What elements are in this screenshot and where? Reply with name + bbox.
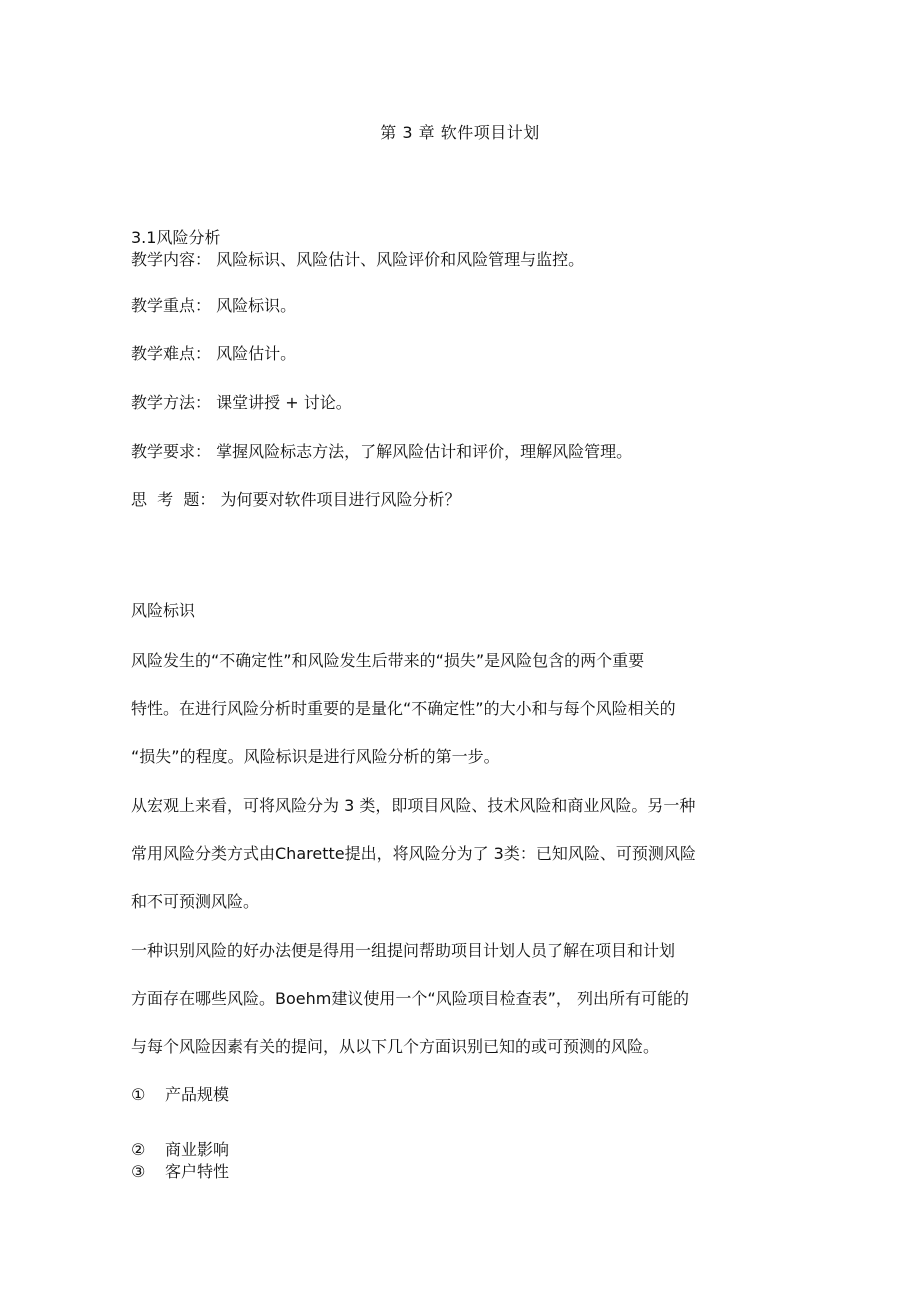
list-text: 客户特性 [165,1162,230,1181]
body-line: 从宏观上来看，可将风险分为 3 类，即项目风险、技术风险和商业风险。另一种 [131,796,696,815]
meta-label: 教学内容： [131,250,212,269]
meta-label: 教学重点： [131,296,212,315]
list-item [131,1162,229,1182]
body-line: 方面存在哪些风险。Boehm建议使用一个“风险项目检查表”， 列出所有可能的 [131,989,690,1008]
list-item [131,1140,229,1160]
body-line: 风险发生的“不确定性”和风险发生后带来的“损失”是风险包含的两个重要 [131,651,645,670]
body-line: 与每个风险因素有关的提问，从以下几个方面识别已知的或可预测的风险。 [131,1037,660,1056]
meta-value: 掌握风险标志方法，了解风险估计和评价，理解风险管理。 [216,442,633,461]
meta-row-method [131,393,352,413]
meta-label: 思 考 题： [131,490,216,509]
meta-label: 教学要求： [131,442,212,461]
chapter-title: 第 3 章 软件项目计划 [380,123,540,142]
meta-row-focus [131,296,296,316]
list-marker: ② [131,1140,146,1159]
meta-row-requirement [131,442,632,462]
meta-row-content [131,250,584,270]
meta-row-question [131,490,460,510]
meta-row-difficulty [131,344,296,364]
body-line: “损失”的程度。风险标识是进行风险分析的第一步。 [131,747,500,766]
meta-label: 教学方法： [131,393,212,412]
meta-value: 为何要对软件项目进行风险分析？ [220,490,461,509]
list-text: 产品规模 [165,1085,230,1104]
list-marker: ① [131,1085,146,1104]
list-marker: ③ [131,1162,146,1181]
meta-value: 课堂讲授 + 讨论。 [216,393,352,412]
meta-label: 教学难点： [131,344,212,363]
meta-value: 风险估计。 [216,344,297,363]
body-line: 常用风险分类方式由Charette提出，将风险分为了 3类：已知风险、可预测风险 [131,844,696,863]
subheading: 风险标识 [131,601,196,620]
body-line: 和不可预测风险。 [131,892,260,911]
meta-value: 风险标识。 [216,296,297,315]
meta-value: 风险标识、风险估计、风险评价和风险管理与监控。 [216,250,585,269]
list-text: 商业影响 [165,1140,230,1159]
list-item [131,1085,229,1105]
body-line: 特性。在进行风险分析时重要的是量化“不确定性”的大小和与每个风险相关的 [131,699,676,718]
body-line: 一种识别风险的好办法便是得用一组提问帮助项目计划人员了解在项目和计划 [131,941,676,960]
section-heading: 3.1风险分析 [131,228,221,247]
